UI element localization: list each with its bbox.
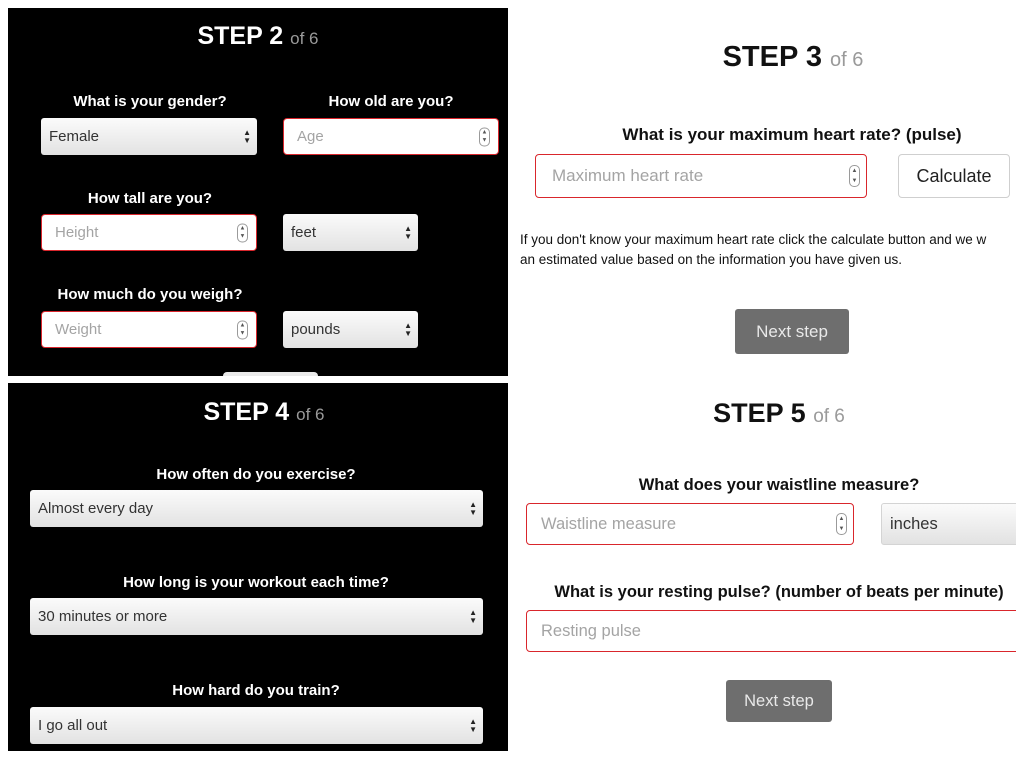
next-button-partial[interactable]: [223, 372, 318, 376]
gender-select-value: Female: [49, 128, 100, 145]
select-arrows-icon: ▲ ▼: [469, 607, 477, 625]
heart-rate-question: What is your maximum heart rate? (pulse): [622, 125, 962, 144]
spinner-icon[interactable]: ▲ ▼: [237, 223, 248, 242]
step4-title: STEP 4 of 6: [203, 398, 325, 426]
resting-pulse-input[interactable]: [526, 610, 1016, 652]
age-input[interactable]: [283, 118, 499, 155]
gender-question: What is your gender?: [73, 93, 227, 110]
select-arrows-icon: ▲ ▼: [469, 499, 477, 517]
heart-rate-help-line1: If you don't know your maximum heart rate click the calculate button and we w: [520, 232, 987, 247]
waistline-placeholder: Waistline measure: [541, 514, 677, 533]
step2-panel: [8, 8, 508, 376]
select-arrows-icon: ▲ ▼: [404, 223, 412, 241]
heart-rate-help-line2: an estimated value based on the information you have given us.: [520, 252, 902, 267]
height-placeholder: Height: [55, 224, 99, 241]
next-step-button[interactable]: Next step: [726, 680, 832, 722]
step5-panel: [514, 383, 1016, 751]
waistline-unit-value: inches: [890, 514, 938, 533]
heart-rate-input[interactable]: [535, 154, 867, 198]
workout-duration-question: How long is your workout each time?: [123, 574, 389, 591]
weight-placeholder: Weight: [55, 321, 102, 338]
select-arrows-icon: ▲ ▼: [469, 716, 477, 734]
gender-select[interactable]: [41, 118, 257, 155]
height-question: How tall are you?: [87, 190, 213, 207]
step3-title: STEP 3 of 6: [722, 41, 864, 73]
height-input[interactable]: [41, 214, 257, 251]
resting-pulse-question: What is your resting pulse? (number of beats per minute): [554, 583, 1004, 601]
training-intensity-select[interactable]: [30, 707, 483, 744]
workout-duration-select[interactable]: [30, 598, 483, 635]
select-arrows-icon: ▲ ▼: [404, 320, 412, 338]
waistline-unit-select[interactable]: [881, 503, 1016, 545]
weight-input[interactable]: [41, 311, 257, 348]
training-intensity-value: I go all out: [38, 717, 108, 734]
height-unit-select[interactable]: [283, 214, 418, 251]
select-arrows-icon: ▲ ▼: [243, 127, 251, 145]
calculate-button[interactable]: Calculate: [898, 154, 1010, 198]
step3-panel: [514, 8, 1016, 376]
step5-title: STEP 5 of 6: [713, 398, 845, 428]
weight-unit-select[interactable]: [283, 311, 418, 348]
exercise-frequency-select[interactable]: [30, 490, 483, 527]
heart-rate-placeholder: Maximum heart rate: [552, 166, 704, 185]
age-placeholder: Age: [297, 128, 324, 145]
training-intensity-question: How hard do you train?: [172, 682, 340, 699]
exercise-frequency-question: How often do you exercise?: [156, 466, 356, 483]
spinner-icon[interactable]: ▲ ▼: [479, 127, 490, 146]
spinner-icon[interactable]: ▲ ▼: [836, 513, 847, 535]
step2-title: STEP 2 of 6: [197, 22, 319, 50]
weight-unit-value: pounds: [291, 321, 341, 338]
step4-panel: [8, 383, 508, 751]
waistline-question: What does your waistline measure?: [638, 476, 920, 494]
exercise-frequency-value: Almost every day: [38, 500, 154, 517]
waistline-input[interactable]: [526, 503, 854, 545]
age-question: How old are you?: [328, 93, 454, 110]
height-unit-value: feet: [291, 224, 317, 241]
workout-duration-value: 30 minutes or more: [38, 608, 168, 625]
weight-question: How much do you weigh?: [57, 286, 243, 303]
spinner-icon[interactable]: ▲ ▼: [237, 320, 248, 339]
resting-pulse-placeholder: Resting pulse: [541, 621, 641, 640]
next-step-button[interactable]: Next step: [735, 309, 849, 354]
spinner-icon[interactable]: ▲ ▼: [849, 165, 860, 187]
